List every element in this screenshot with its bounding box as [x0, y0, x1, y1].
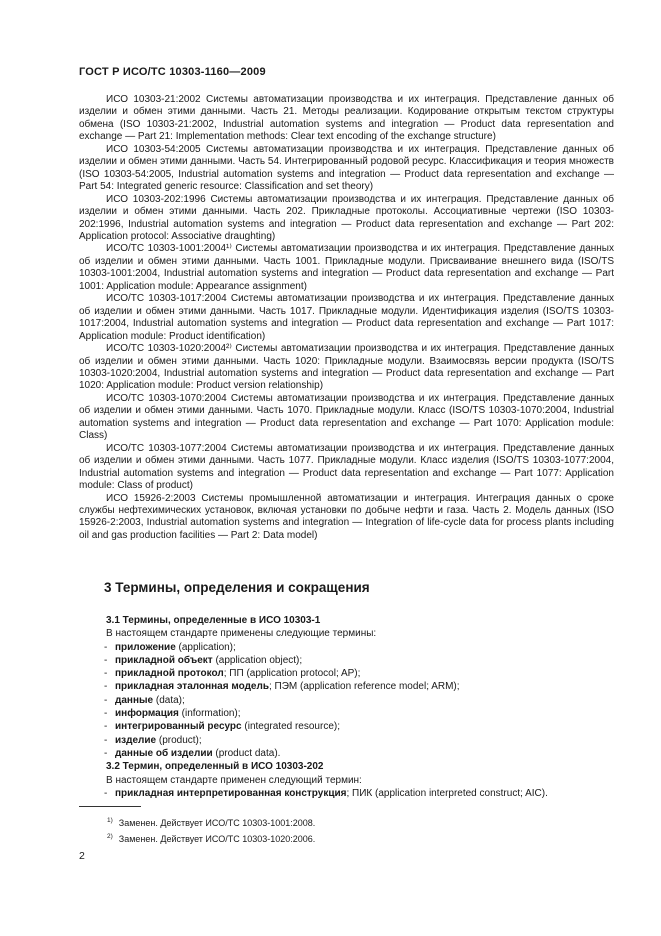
- footnote-text: Заменен. Действует ИСО/ТС 10303-1001:2008.: [118, 818, 316, 828]
- term-rest: ; ПП (application protocol; AP);: [223, 668, 361, 680]
- term-name: прикладной протокол: [115, 668, 224, 680]
- term-name: изделие: [115, 734, 157, 746]
- footnote-mark: 2): [107, 833, 113, 840]
- term-name: прикладной объект: [115, 654, 213, 666]
- reference-item: ИСО/ТС 10303-1077:2004 Системы автоматизации производства и их интеграция. Представление данных об изделии и обмен этими данными. Часть 1077. Прикладные модули. Класс изделия (ISO/TS 10303-1077:2004, Industrial automation systems and integration — Product data representation and exchange — Part 1077: Application module: Class of product): [79, 442, 614, 492]
- list-item: - прикладная интерпретированная конструкция; ПИК (application interpreted construct; AIC).: [104, 787, 548, 799]
- term-rest: (product);: [156, 734, 202, 746]
- document-header: ГОСТ Р ИСО/ТС 10303-1160—2009: [79, 66, 266, 78]
- subsection-intro: В настоящем стандарте применены следующие термины:: [106, 628, 377, 640]
- page-number: 2: [79, 850, 85, 862]
- term-rest: ; ПЭМ (application reference model; ARM);: [268, 681, 460, 693]
- term-name: данные: [115, 694, 154, 706]
- term-rest: (application);: [175, 641, 236, 653]
- reference-item: ИСО/ТС 10303-1017:2004 Системы автоматизации производства и их интеграция. Представление данных об изделии и обмен этими данными. Часть 1017. Прикладные модули. Идентификация изделия (ISO/TS 10303-1017:2004, Industrial automation systems and integration — Product data representation and exchange — Part 1017: Application module: Product identification): [79, 293, 614, 342]
- reference-item: ИСО 15926-2:2003 Системы промышленной автоматизации и интеграция. Интеграция данных о сроке службы нефтехимических установок, включая установки по добыче нефти и газа. Часть 2. Модель данных (ISO 15926-2:2003, Industrial automation systems and integration — Integration of life-cycle data for process plants including oil and gas production facilities — Part 2: Data model): [79, 492, 614, 541]
- footnote: [107, 830, 315, 846]
- term-name: прикладная интерпретированная конструкция: [115, 787, 347, 799]
- list-item: - интегрированный ресурс (integrated resource);: [104, 721, 340, 733]
- list-item: - прикладной протокол; ПП (application protocol; AP);: [104, 668, 361, 680]
- term-name: интегрированный ресурс: [115, 721, 242, 733]
- term-name: прикладная эталонная модель: [115, 681, 269, 693]
- term-name: данные об изделии: [115, 747, 213, 759]
- footnote: [107, 814, 315, 830]
- term-list: [79, 641, 614, 761]
- term-rest: (information);: [178, 708, 241, 720]
- term-name: приложение: [115, 641, 176, 653]
- subsection-heading: 3.2 Термин, определенный в ИСО 10303-202: [106, 761, 324, 773]
- list-item: - прикладной объект (application object);: [104, 654, 303, 666]
- reference-item: ИСО 10303-54:2005 Системы автоматизации производства и их интеграция. Представление данных об изделии и обмен этими данными. Часть 54. Интегрированный родовой ресурс. Классификация и теория множеств (ISO 10303-54:2005, Industrial automation systems and integration — Product data representation and exchange — Part 54: Integrated generic resource: Classification and set theory): [79, 143, 614, 193]
- reference-item: ИСО/ТС 10303-1020:2004²⁾ Системы автоматизации производства и их интеграция. Представление данных об изделии и обмен этими данными. Часть 1020: Прикладные модули. Взаимосвязь версии продукта (ISO/TS 10303-1020:2004, Industrial automation systems and integration — Product data representation and exchange — Part 1020: Application module: Product version relationship): [79, 343, 614, 392]
- term-rest: (application object);: [212, 654, 303, 666]
- term-name: информация: [115, 708, 179, 720]
- reference-item: ИСО 10303-21:2002 Системы автоматизации производства и их интеграция. Представление данных об изделии и обмен этими данными. Часть 21. Методы реализации. Кодирование открытым текстом структуры обмена (ISO 10303-21:2002, Industrial automation systems and integration — Product data representation and exchange — Part 21: Implementation methods: Clear text encoding of the exchange structure): [79, 94, 614, 143]
- normative-references: [79, 94, 614, 542]
- footnotes: [107, 814, 315, 846]
- reference-item: ИСО 10303-202:1996 Системы автоматизации производства и их интеграция. Представление данных об изделии и обмен этими данными. Часть 202. Прикладные протоколы. Ассоциативные чертежи (ISO 10303-202:1996, Industrial automation systems and integration — Product data representation and exchange — Part 202: Application protocol: Associative draughting): [79, 193, 614, 242]
- section-title: 3 Термины, определения и сокращения: [104, 580, 370, 595]
- list-item: - информация (information);: [104, 708, 241, 720]
- term-list: [79, 787, 614, 800]
- list-item: - изделие (product);: [104, 734, 202, 746]
- reference-item: ИСО/ТС 10303-1070:2004 Системы автоматизации производства и их интеграция. Представление данных об изделии и обмен этими данными. Часть 1070. Прикладные модули. Класс (ISO/TS 10303-1070:2004, Industrial automation systems and integration — Product data representation and exchange — Part 1070: Application module: Class): [79, 392, 614, 442]
- subsection-intro: В настоящем стандарте применен следующий термин:: [106, 774, 362, 786]
- list-item: - данные об изделии (product data).: [104, 747, 281, 759]
- term-rest: (data);: [153, 694, 185, 706]
- term-rest: (integrated resource);: [241, 721, 340, 733]
- subsection-heading: 3.1 Термины, определенные в ИСО 10303-1: [106, 615, 321, 626]
- list-item: - данные (data);: [104, 694, 185, 706]
- footnote-text: Заменен. Действует ИСО/ТС 10303-1020:2006.: [118, 834, 316, 844]
- footnote-mark: 1): [107, 817, 113, 824]
- reference-item: ИСО/ТС 10303-1001:2004¹⁾ Системы автоматизации производства и их интеграция. Представление данных об изделии и обмен этими данными. Часть 1001. Прикладные модули. Присваивание внешнего вида (ISO/TS 10303-1001:2004, Industrial automation systems and integration — Product data representation and exchange — Part 1001: Application module: Appearance assignment): [79, 243, 614, 292]
- terms-section: [79, 614, 614, 800]
- term-rest: (product data).: [212, 747, 281, 759]
- list-item: - приложение (application);: [104, 641, 236, 653]
- footnote-divider: [79, 806, 141, 807]
- term-rest: ; ПИК (application interpreted construct; AIC).: [346, 787, 548, 799]
- list-item: - прикладная эталонная модель; ПЭМ (application reference model; ARM);: [104, 681, 460, 693]
